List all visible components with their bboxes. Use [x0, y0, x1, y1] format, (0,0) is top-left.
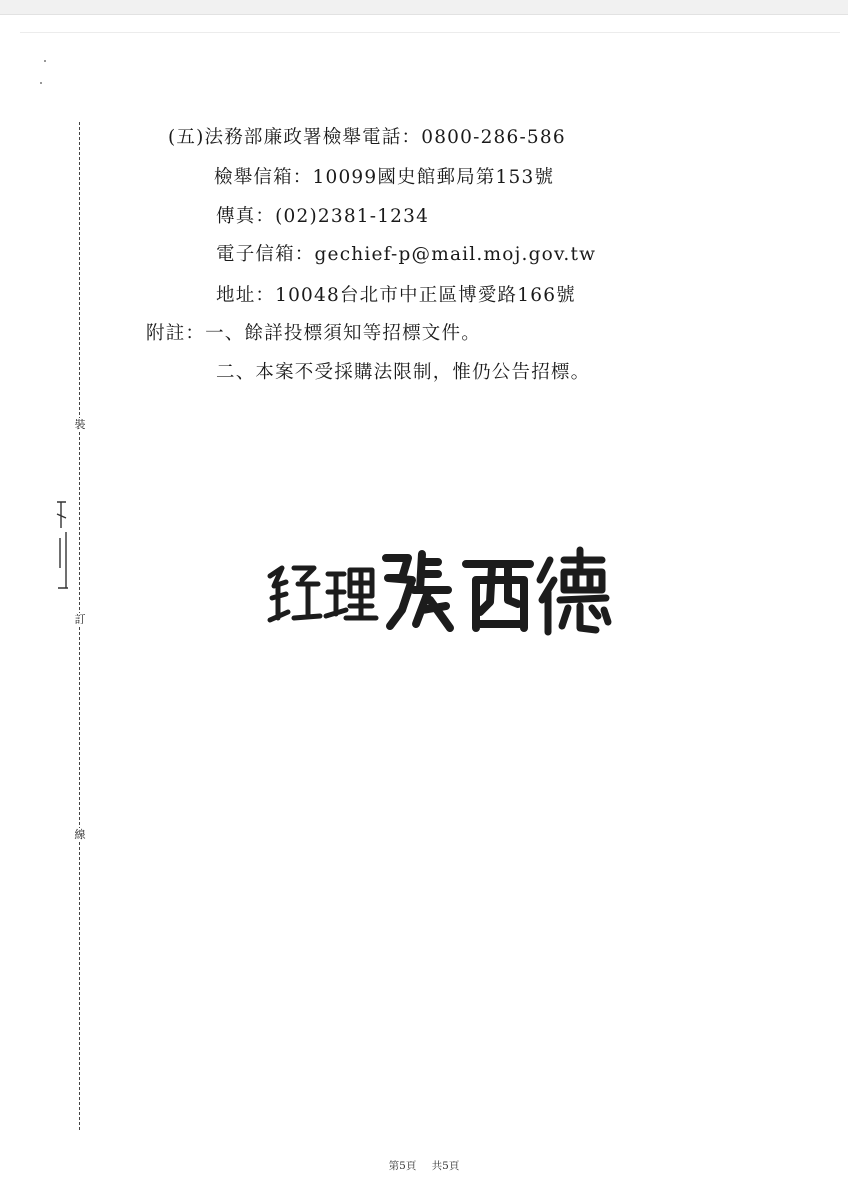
scan-speck — [44, 60, 46, 62]
scan-artifact-line — [20, 32, 840, 33]
manager-signature-seal — [262, 540, 622, 640]
binding-stamp-mark — [54, 498, 70, 596]
fax-line: 傳真：(02)2381-1234 — [216, 206, 430, 227]
binding-label-zhuang: 裝 — [74, 418, 86, 431]
note-line-2: 二、本案不受採購法限制，惟仍公告招標。 — [216, 362, 591, 383]
address-line: 地址：10048台北市中正區博愛路166號 — [216, 285, 576, 306]
page-number: 第5頁 — [388, 1160, 417, 1172]
binding-label-ding: 訂 — [74, 613, 86, 626]
binding-label-xian: 線 — [74, 828, 86, 841]
page-total: 共5頁 — [431, 1160, 460, 1172]
scan-speck — [40, 82, 42, 84]
report-mailbox-line: 檢舉信箱：10099國史館郵局第153號 — [214, 167, 555, 188]
email-line: 電子信箱：gechief-p@mail.moj.gov.tw — [216, 244, 597, 265]
report-phone-line: (五)法務部廉政署檢舉電話：0800-286-586 — [168, 127, 566, 148]
note-line-1: 附註：一、餘詳投標須知等招標文件。 — [146, 323, 481, 344]
page-footer — [0, 1158, 848, 1173]
scan-top-edge — [0, 0, 848, 15]
